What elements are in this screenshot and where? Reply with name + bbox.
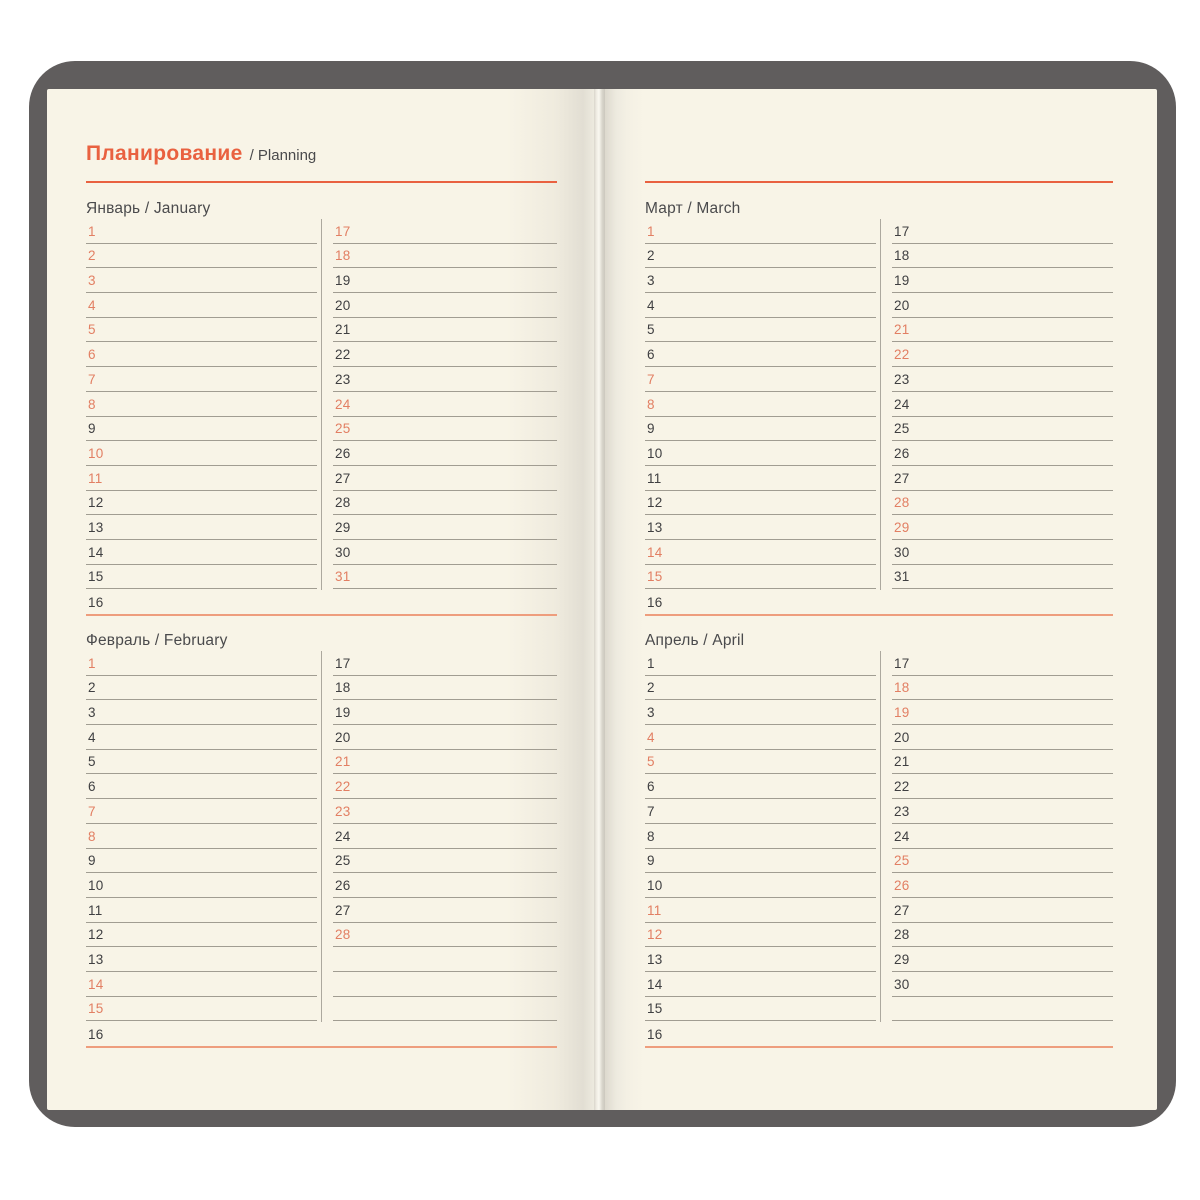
day-number: 24 [894, 396, 910, 412]
day-number: 9 [88, 853, 96, 869]
day-number: 16 [88, 595, 104, 610]
day-row [892, 676, 1113, 701]
day-row [892, 799, 1113, 824]
day-row [86, 898, 317, 923]
day-row [86, 367, 317, 392]
day-number: 28 [894, 495, 910, 511]
day-row [892, 565, 1113, 590]
day-number: 24 [335, 396, 351, 412]
day-row [892, 318, 1113, 343]
day-number: 24 [335, 828, 351, 844]
column-divider [321, 219, 322, 590]
day-row [645, 774, 876, 799]
day-number: 17 [335, 655, 351, 671]
month-block-april [645, 632, 1113, 1048]
day-row [892, 515, 1113, 540]
day-row [645, 676, 876, 701]
day-number: 25 [335, 421, 351, 437]
day-number: 28 [335, 495, 351, 511]
day-number: 18 [894, 680, 910, 696]
day-row [645, 367, 876, 392]
day-number: 29 [894, 951, 910, 967]
day-number: 17 [894, 655, 910, 671]
day-row [892, 947, 1113, 972]
day-row [645, 849, 876, 874]
day-row [333, 392, 557, 417]
day-row [645, 318, 876, 343]
day-row [892, 873, 1113, 898]
day-row [333, 318, 557, 343]
day-row [333, 997, 557, 1022]
day-row [892, 824, 1113, 849]
day-row [86, 268, 317, 293]
days-column-right [333, 651, 557, 1046]
day-row [645, 700, 876, 725]
day-number: 2 [88, 248, 96, 264]
day-row [333, 589, 557, 614]
day-row [645, 923, 876, 948]
day-row [333, 540, 557, 565]
day-row [86, 750, 317, 775]
page-title [86, 142, 316, 166]
day-row [892, 774, 1113, 799]
day-row [333, 219, 557, 244]
day-row [333, 898, 557, 923]
day-number: 20 [335, 729, 351, 745]
day-number: 18 [894, 248, 910, 264]
day-number: 20 [335, 297, 351, 313]
day-row [333, 515, 557, 540]
day-row [86, 947, 317, 972]
day-number: 16 [647, 595, 663, 610]
day-row [86, 293, 317, 318]
day-number: 21 [335, 322, 351, 338]
day-row [86, 417, 317, 442]
day-number: 22 [894, 779, 910, 795]
day-number: 15 [647, 569, 663, 585]
day-row [892, 725, 1113, 750]
day-number: 10 [88, 877, 104, 893]
day-row [892, 700, 1113, 725]
day-row [892, 219, 1113, 244]
day-row [333, 342, 557, 367]
month-block-january [86, 200, 557, 616]
title-rule [645, 181, 1113, 183]
day-row [892, 417, 1113, 442]
page-right [605, 89, 1157, 1110]
day-number: 12 [647, 495, 663, 511]
day-number: 22 [894, 347, 910, 363]
day-row [333, 651, 557, 676]
day-row [892, 540, 1113, 565]
day-number: 17 [894, 223, 910, 239]
day-row [645, 491, 876, 516]
days-column-left [86, 651, 317, 1046]
day-row [333, 676, 557, 701]
day-row [86, 700, 317, 725]
day-number: 27 [335, 902, 351, 918]
day-row [86, 799, 317, 824]
day-row [892, 1021, 1113, 1046]
day-number: 4 [647, 297, 655, 313]
day-number: 6 [88, 347, 96, 363]
day-row [645, 466, 876, 491]
day-row [333, 824, 557, 849]
day-row [892, 849, 1113, 874]
day-number: 14 [647, 976, 663, 992]
day-row [333, 972, 557, 997]
day-number: 6 [88, 779, 96, 795]
day-row [86, 219, 317, 244]
day-row [333, 700, 557, 725]
day-number: 25 [894, 853, 910, 869]
day-row [86, 441, 317, 466]
day-number: 27 [894, 470, 910, 486]
day-row [892, 898, 1113, 923]
day-row [333, 244, 557, 269]
day-row [333, 725, 557, 750]
month-title: Март / March [645, 200, 741, 217]
day-number: 8 [88, 828, 96, 844]
day-number: 9 [647, 853, 655, 869]
column-divider [880, 651, 881, 1022]
day-number: 19 [894, 273, 910, 289]
day-number: 16 [647, 1027, 663, 1042]
day-row [645, 392, 876, 417]
day-number: 10 [647, 445, 663, 461]
day-row [645, 651, 876, 676]
day-number: 9 [647, 421, 655, 437]
day-row [645, 725, 876, 750]
day-row [333, 466, 557, 491]
day-number: 26 [894, 445, 910, 461]
day-row [333, 491, 557, 516]
column-divider [321, 651, 322, 1022]
day-number: 11 [88, 470, 103, 486]
month-grid [645, 219, 1113, 616]
days-column-right [333, 219, 557, 614]
day-row [892, 972, 1113, 997]
day-number: 28 [335, 927, 351, 943]
month-title: Январь / January [86, 200, 211, 217]
days-column-left [86, 219, 317, 614]
day-row [86, 849, 317, 874]
day-number: 6 [647, 347, 655, 363]
days-column-left [645, 219, 876, 614]
day-number: 8 [647, 828, 655, 844]
day-row [86, 972, 317, 997]
day-number: 20 [894, 297, 910, 313]
day-number: 1 [88, 655, 96, 671]
day-row [333, 774, 557, 799]
day-row [645, 219, 876, 244]
day-row [86, 318, 317, 343]
day-row [333, 849, 557, 874]
day-number: 7 [88, 803, 96, 819]
days-column-right [892, 651, 1113, 1046]
day-number: 20 [894, 729, 910, 745]
month-grid [86, 651, 557, 1048]
days-column-left [645, 651, 876, 1046]
day-number: 16 [88, 1027, 104, 1042]
day-row [892, 293, 1113, 318]
day-row [645, 997, 876, 1022]
day-row [86, 676, 317, 701]
day-number: 24 [894, 828, 910, 844]
day-number: 15 [88, 1001, 104, 1017]
day-row [333, 268, 557, 293]
day-number: 7 [88, 371, 96, 387]
day-number: 19 [894, 705, 910, 721]
day-number: 31 [335, 569, 351, 585]
day-row [645, 898, 876, 923]
day-number: 23 [335, 803, 351, 819]
day-number: 28 [894, 927, 910, 943]
day-number: 15 [88, 569, 104, 585]
day-number: 13 [88, 519, 104, 535]
day-row [86, 491, 317, 516]
month-title: Февраль / February [86, 632, 228, 649]
day-row [86, 774, 317, 799]
day-number: 27 [894, 902, 910, 918]
days-column-right [892, 219, 1113, 614]
day-row [333, 441, 557, 466]
day-number: 31 [894, 569, 910, 585]
day-number: 21 [894, 322, 910, 338]
day-row [645, 565, 876, 590]
day-row [892, 466, 1113, 491]
day-row [333, 923, 557, 948]
day-number: 22 [335, 347, 351, 363]
day-number: 4 [647, 729, 655, 745]
day-number: 19 [335, 273, 351, 289]
day-row [645, 293, 876, 318]
day-row [86, 342, 317, 367]
day-row [333, 293, 557, 318]
day-row [645, 947, 876, 972]
day-number: 4 [88, 729, 96, 745]
day-row [892, 244, 1113, 269]
day-row [86, 244, 317, 269]
day-row [645, 540, 876, 565]
day-number: 26 [335, 877, 351, 893]
day-number: 15 [647, 1001, 663, 1017]
day-number: 11 [88, 902, 103, 918]
day-number: 14 [88, 544, 104, 560]
day-number: 11 [647, 902, 662, 918]
day-number: 5 [647, 322, 655, 338]
day-row [645, 824, 876, 849]
day-row [645, 750, 876, 775]
day-number: 29 [335, 519, 351, 535]
day-number: 13 [88, 951, 104, 967]
day-row [86, 725, 317, 750]
day-number: 10 [647, 877, 663, 893]
page-title-ru: Планирование [86, 142, 243, 165]
day-row [645, 515, 876, 540]
day-number: 2 [647, 680, 655, 696]
day-row [892, 750, 1113, 775]
day-row [892, 342, 1113, 367]
month-block-february [86, 632, 557, 1048]
day-row [86, 1021, 317, 1046]
day-number: 12 [88, 927, 104, 943]
day-row [892, 491, 1113, 516]
day-number: 6 [647, 779, 655, 795]
day-row [892, 268, 1113, 293]
day-row [86, 515, 317, 540]
day-row [86, 873, 317, 898]
day-row [892, 392, 1113, 417]
day-number: 11 [647, 470, 662, 486]
day-number: 30 [894, 544, 910, 560]
day-number: 18 [335, 248, 351, 264]
day-row [645, 1021, 876, 1046]
day-number: 1 [647, 655, 655, 671]
day-row [86, 466, 317, 491]
day-number: 8 [88, 396, 96, 412]
day-number: 30 [335, 544, 351, 560]
day-number: 1 [647, 223, 655, 239]
day-row [86, 997, 317, 1022]
day-row [892, 367, 1113, 392]
day-row [645, 342, 876, 367]
day-number: 7 [647, 803, 655, 819]
day-number: 5 [647, 754, 655, 770]
day-row [333, 565, 557, 590]
day-number: 13 [647, 951, 663, 967]
day-number: 25 [894, 421, 910, 437]
day-number: 2 [647, 248, 655, 264]
day-number: 4 [88, 297, 96, 313]
day-number: 7 [647, 371, 655, 387]
day-number: 30 [894, 976, 910, 992]
day-number: 23 [894, 803, 910, 819]
day-number: 22 [335, 779, 351, 795]
day-number: 1 [88, 223, 96, 239]
day-number: 26 [335, 445, 351, 461]
page-title-en: / Planning [249, 147, 317, 164]
day-row [86, 824, 317, 849]
day-row [892, 651, 1113, 676]
day-number: 18 [335, 680, 351, 696]
day-row [86, 540, 317, 565]
day-number: 10 [88, 445, 104, 461]
day-number: 29 [894, 519, 910, 535]
day-row [892, 589, 1113, 614]
day-row [645, 268, 876, 293]
page-left [47, 89, 594, 1110]
day-number: 3 [647, 273, 655, 289]
day-number: 12 [647, 927, 663, 943]
day-number: 12 [88, 495, 104, 511]
day-row [333, 417, 557, 442]
day-row [333, 1021, 557, 1046]
month-block-march [645, 200, 1113, 616]
title-rule [86, 181, 557, 183]
day-row [86, 651, 317, 676]
day-row [645, 873, 876, 898]
day-number: 5 [88, 754, 96, 770]
day-number: 17 [335, 223, 351, 239]
day-number: 3 [88, 705, 96, 721]
day-number: 9 [88, 421, 96, 437]
day-row [333, 799, 557, 824]
day-number: 3 [647, 705, 655, 721]
day-row [892, 997, 1113, 1022]
day-row [333, 367, 557, 392]
day-row [645, 417, 876, 442]
month-title: Апрель / April [645, 632, 745, 649]
day-number: 23 [335, 371, 351, 387]
column-divider [880, 219, 881, 590]
day-row [645, 972, 876, 997]
day-number: 19 [335, 705, 351, 721]
planner-cover [29, 61, 1176, 1127]
day-number: 23 [894, 371, 910, 387]
page-gutter [594, 89, 605, 1110]
day-row [333, 750, 557, 775]
day-number: 2 [88, 680, 96, 696]
month-grid [86, 219, 557, 616]
day-number: 25 [335, 853, 351, 869]
month-grid [645, 651, 1113, 1048]
day-row [86, 589, 317, 614]
day-number: 13 [647, 519, 663, 535]
day-row [892, 923, 1113, 948]
day-number: 14 [647, 544, 663, 560]
day-row [645, 441, 876, 466]
day-row [645, 799, 876, 824]
page-spread [47, 89, 1157, 1110]
day-row [645, 244, 876, 269]
day-row [645, 589, 876, 614]
day-row [333, 873, 557, 898]
day-row [86, 565, 317, 590]
day-row [333, 947, 557, 972]
day-number: 21 [894, 754, 910, 770]
day-number: 26 [894, 877, 910, 893]
day-number: 5 [88, 322, 96, 338]
day-number: 8 [647, 396, 655, 412]
day-number: 27 [335, 470, 351, 486]
day-row [892, 441, 1113, 466]
day-number: 14 [88, 976, 104, 992]
day-row [86, 923, 317, 948]
day-row [86, 392, 317, 417]
day-number: 3 [88, 273, 96, 289]
day-number: 21 [335, 754, 351, 770]
